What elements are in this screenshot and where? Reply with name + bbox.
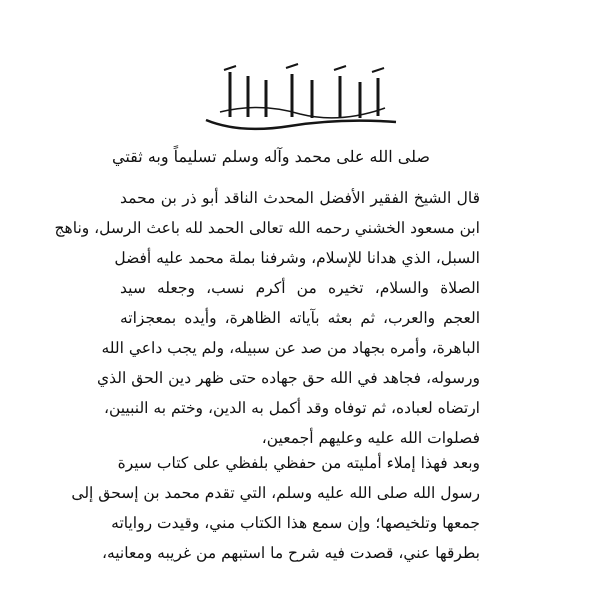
paragraph-purpose bbox=[71, 448, 480, 568]
text-line: ارتضاه لعباده، ثم توفاه وقد أكمل به الدين، وختم به النبيين، bbox=[103, 399, 480, 417]
basmala-calligraphy bbox=[200, 62, 400, 142]
text-line: بطرقها عني، قصدت فيه شرح ما استبهم من غريبه ومعانيه، bbox=[101, 544, 480, 562]
paragraph-intro bbox=[54, 183, 480, 453]
salutation-line: صلى الله على محمد وآله وسلم تسليماً وبه ثقتي bbox=[112, 147, 430, 166]
text-line: ابن مسعود الخشني رحمه الله تعالى الحمد لله باعث الرسل، وناهج bbox=[54, 219, 480, 237]
text-line: الباهرة، وأمره بجهاد من صد عن سبيله، ولم يجب داعي الله bbox=[101, 339, 480, 357]
text-line: ورسوله، فجاهد في الله حق جهاده حتى ظهر دين الحق الذي bbox=[97, 369, 480, 387]
text-line: قال الشيخ الفقير الأفضل المحدث الناقد أبو ذر بن محمد bbox=[120, 189, 480, 207]
text-line: الصلاة والسلام، تخيره من أكرم نسب، وجعله سيد bbox=[120, 279, 480, 297]
text-line: فصلوات الله عليه وعليهم أجمعين، bbox=[261, 429, 480, 447]
text-line: جمعها وتلخيصها؛ وإن سمع هذا الكتاب مني، وقيدت رواياته bbox=[111, 514, 480, 532]
text-line: رسول الله صلى الله عليه وسلم، التي تقدم محمد بن إسحق إلى bbox=[71, 484, 480, 502]
text-line: العجم والعرب، ثم بعثه بآياته الظاهرة، وأيده بمعجزاته bbox=[120, 309, 480, 327]
text-line: السبل، الذي هدانا للإسلام، وشرفنا بملة محمد عليه أفضل bbox=[114, 249, 480, 267]
text-line: وبعد فهذا إملاء أمليته من حفظي بلفظي على كتاب سيرة bbox=[117, 454, 480, 472]
basmala-flourish bbox=[200, 62, 400, 142]
